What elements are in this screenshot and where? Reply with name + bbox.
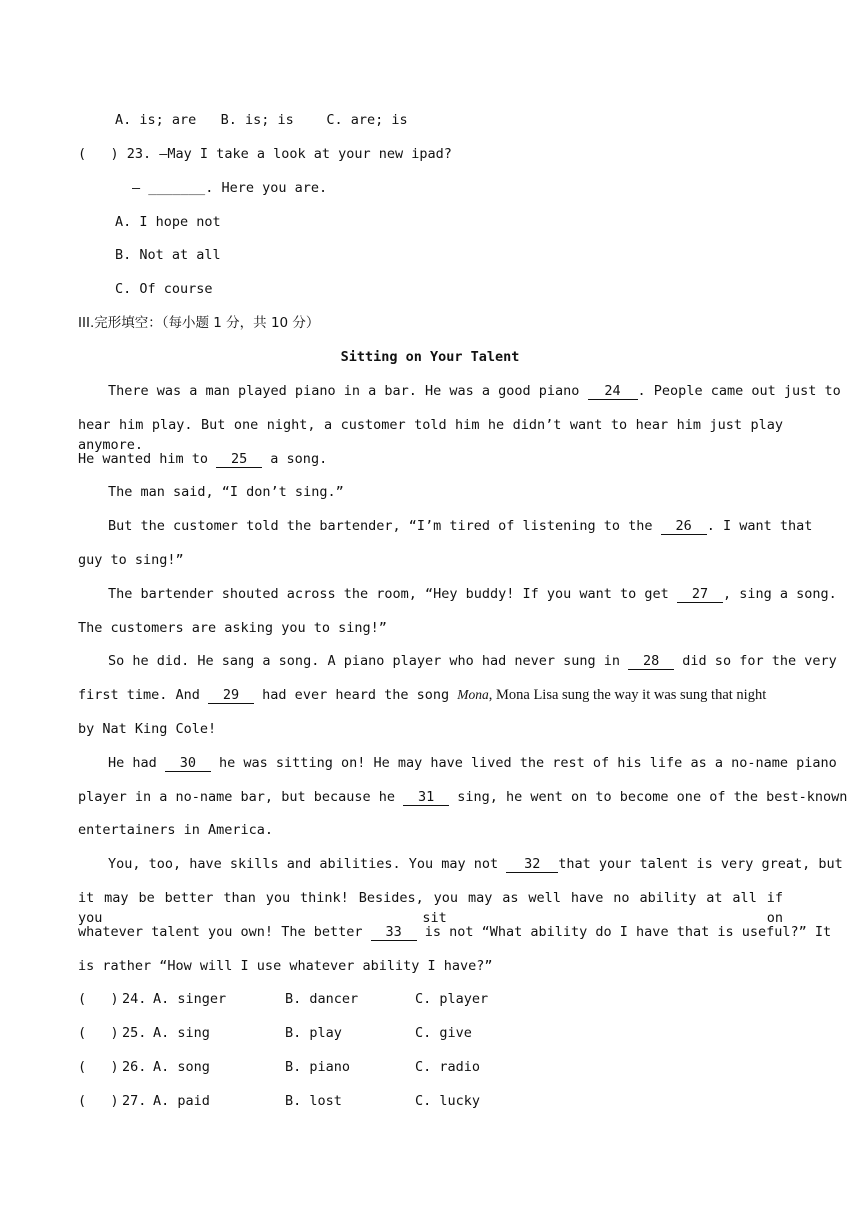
q23-stem-line	[78, 144, 783, 164]
blank-24: 24	[588, 383, 638, 400]
blank-27: 27	[677, 586, 723, 603]
option-b: B. dancer	[285, 991, 359, 1007]
passage-line: whatever talent you own! The better 33 is not “What ability do I have that is useful?” It	[78, 924, 832, 940]
passage-line: He had 30 he was sitting on! He may have lived the rest of his life as a no-name piano	[108, 755, 837, 771]
passage-title: Sitting on Your Talent	[340, 349, 520, 365]
passage-line: by Nat King Cole!	[78, 721, 217, 737]
question-row	[78, 1091, 783, 1231]
option-c: C. lucky	[415, 1093, 481, 1109]
blank-28: 28	[628, 653, 674, 670]
passage-line: first time. And 29 had ever heard the song Mona, Mona Lisa sung the way it was sung that night	[78, 687, 767, 703]
blank-29: 29	[208, 687, 254, 704]
passage-line: entertainers in America.	[78, 822, 274, 838]
question-number: 24.	[122, 991, 147, 1007]
passage-line: The customers are asking you to sing!”	[78, 620, 387, 636]
passage-line: So he did. He sang a song. A piano player who had never sung in 28 did so for the very	[108, 653, 837, 669]
q23-reply-text: . Here you are.	[205, 180, 328, 196]
passage-line: You, too, have skills and abilities. You may not 32 that your talent is very great, but	[108, 856, 843, 872]
answer-parentheses: ( )	[78, 1025, 119, 1041]
blank-33: 33	[371, 924, 417, 941]
option-a: A. singer	[153, 991, 227, 1007]
answer-parentheses: ( )	[78, 1093, 119, 1109]
section-heading: III.完形填空：（每小题 1 分，共 10 分）	[78, 315, 320, 331]
q23-stem: 23. —May I take a look at your new ipad?	[126, 146, 452, 162]
q23-reply-line	[132, 178, 837, 198]
answer-parentheses: ( )	[78, 146, 119, 162]
option-c: C. give	[415, 1025, 472, 1041]
option-c: C. player	[415, 991, 489, 1007]
option-b: B. piano	[285, 1059, 351, 1075]
passage-line: player in a no-name bar, but because he 31 sing, he went on to become one of the best-known	[78, 789, 848, 805]
q22-options: A. is; are B. is; is C. are; is	[115, 112, 408, 128]
question-number: 27.	[122, 1093, 147, 1109]
blank-25: 25	[216, 451, 262, 468]
question-number: 25.	[122, 1025, 147, 1041]
blank-30: 30	[165, 755, 211, 772]
q23-option-a: A. I hope not	[115, 214, 221, 230]
passage-line: The bartender shouted across the room, “Hey buddy! If you want to get 27 , sing a song.	[108, 586, 837, 602]
passage-line: is rather “How will I use whatever ability I have?”	[78, 958, 493, 974]
blank-32: 32	[506, 856, 558, 873]
passage-line: But the customer told the bartender, “I’m tired of listening to the 26 . I want that	[108, 518, 813, 534]
passage-line: He wanted him to 25 a song.	[78, 451, 328, 467]
answer-parentheses: ( )	[78, 991, 119, 1007]
passage-line: guy to sing!”	[78, 552, 184, 568]
blank-31: 31	[403, 789, 449, 806]
option-a: A. paid	[153, 1093, 210, 1109]
passage-line: hear him play. But one night, a customer told him he didn’t want to hear him just play anymore.	[78, 417, 783, 453]
answer-parentheses: ( )	[78, 1059, 119, 1075]
option-b: B. play	[285, 1025, 342, 1041]
q23-option-b: B. Not at all	[115, 247, 221, 263]
reply-dash: —	[132, 180, 141, 196]
option-b: B. lost	[285, 1093, 342, 1109]
song-title-italic: Mona	[457, 687, 489, 702]
option-a: A. sing	[153, 1025, 210, 1041]
option-a: A. song	[153, 1059, 210, 1075]
q23-option-c: C. Of course	[115, 281, 213, 297]
question-number: 26.	[122, 1059, 147, 1075]
blank-26: 26	[661, 518, 707, 535]
passage-line: There was a man played piano in a bar. He was a good piano 24 . People came out just to	[108, 383, 841, 399]
q23-reply-blank: _______	[148, 180, 206, 196]
passage-line: The man said, “I don’t sing.”	[108, 484, 344, 500]
option-c: C. radio	[415, 1059, 481, 1075]
passage-line: it may be better than you think! Besides, you may as well have no ability at all if you sit on	[78, 890, 783, 926]
